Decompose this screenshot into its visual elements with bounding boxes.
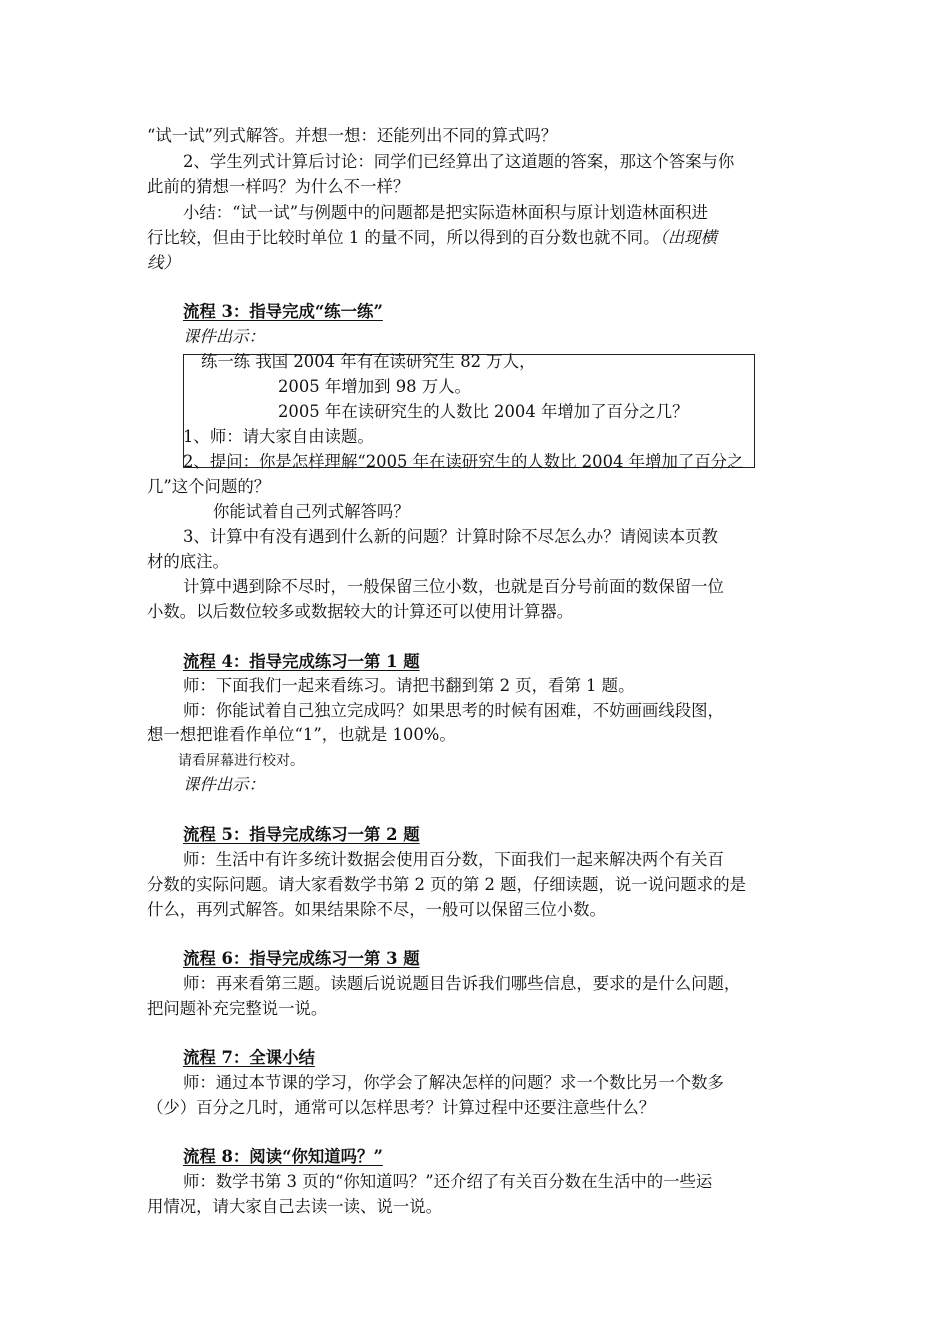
paragraph-line: 小结：“试一试”与例题中的问题都是把实际造林面积与原计划造林面积进 <box>183 203 708 222</box>
paragraph-line: 师：你能试着自己独立完成吗？如果思考的时候有困难，不妨画画线段图， <box>183 701 724 720</box>
exercise-line: 练一练 我国 2004 年有在读研究生 82 万人， <box>201 352 536 371</box>
paragraph-line: 3、计算中有没有遇到什么新的问题？计算时除不尽怎么办？请阅读本页教 <box>183 527 718 546</box>
paragraph-line: 材的底注。 <box>147 552 229 571</box>
paragraph-line <box>147 226 717 250</box>
paragraph-line: 1、师：请大家自由读题。 <box>183 427 374 446</box>
section-heading: 流程 5：指导完成练习一第 2 题 <box>183 825 420 844</box>
paragraph-line: 想一想把谁看作单位“1”，也就是 100%。 <box>147 725 456 744</box>
paragraph-line: 几”这个问题的？ <box>147 477 271 496</box>
exercise-line: 2005 年增加到 98 万人。 <box>278 377 471 396</box>
paragraph-line: 把问题补充完整说一说。 <box>147 999 328 1018</box>
paragraph-line: 什么，再列式解答。如果结果除不尽，一般可以保留三位小数。 <box>147 900 606 919</box>
section-heading: 流程 6：指导完成练习一第 3 题 <box>183 949 420 968</box>
paragraph-line: 请看屏幕进行校对。 <box>178 753 304 769</box>
paragraph-line: 师：再来看第三题。读题后说说题目告诉我们哪些信息，要求的是什么问题， <box>183 974 741 993</box>
section-heading: 流程 8：阅读“你知道吗？” <box>183 1147 383 1166</box>
section-heading: 流程 3：指导完成“练一练” <box>183 302 383 321</box>
paragraph-line: 2、提问：你是怎样理解“2005 年在读研究生的人数比 2004 年增加了百分之 <box>183 452 744 471</box>
paragraph-line: 师：数学书第 3 页的“你知道吗？”还介绍了有关百分数在生活中的一些运 <box>183 1172 713 1191</box>
paragraph-line: 你能试着自己列式解答吗？ <box>213 502 410 521</box>
paragraph-line: “试一试”列式解答。并想一想：还能列出不同的算式吗？ <box>147 126 558 145</box>
paragraph-line: （少）百分之几时，通常可以怎样思考？计算过程中还要注意些什么？ <box>147 1098 656 1117</box>
paragraph-line: 计算中遇到除不尽时，一般保留三位小数，也就是百分号前面的数保留一位 <box>183 577 724 596</box>
section-heading: 流程 4：指导完成练习一第 1 题 <box>183 652 420 671</box>
courseware-label: 课件出示： <box>183 775 265 794</box>
italic-note: 线） <box>147 253 180 272</box>
paragraph-line: 2、学生列式计算后讨论：同学们已经算出了这道题的答案，那这个答案与你 <box>183 152 735 171</box>
paragraph-line: 用情况，请大家自己去读一读、说一说。 <box>147 1197 443 1216</box>
paragraph-text: 行比较，但由于比较时单位 1 的量不同，所以得到的百分数也就不同。 <box>147 228 660 247</box>
paragraph-line: 小数。以后数位较多或数据较大的计算还可以使用计算器。 <box>147 602 574 621</box>
italic-note: （出现横 <box>659 228 717 247</box>
paragraph-line: 分数的实际问题。请大家看数学书第 2 页的第 2 题，仔细读题，说一说问题求的是 <box>147 875 746 894</box>
paragraph-line: 师：通过本节课的学习，你学会了解决怎样的问题？求一个数比另一个数多 <box>183 1073 724 1092</box>
paragraph-line: 师：生活中有许多统计数据会使用百分数，下面我们一起来解决两个有关百 <box>183 850 724 869</box>
exercise-line: 2005 年在读研究生的人数比 2004 年增加了百分之几？ <box>278 402 689 421</box>
paragraph-line: 师：下面我们一起来看练习。请把书翻到第 2 页，看第 1 题。 <box>183 676 635 695</box>
section-heading: 流程 7：全课小结 <box>183 1048 315 1067</box>
courseware-label: 课件出示： <box>183 327 265 346</box>
paragraph-line: 此前的猜想一样吗？为什么不一样？ <box>147 177 410 196</box>
